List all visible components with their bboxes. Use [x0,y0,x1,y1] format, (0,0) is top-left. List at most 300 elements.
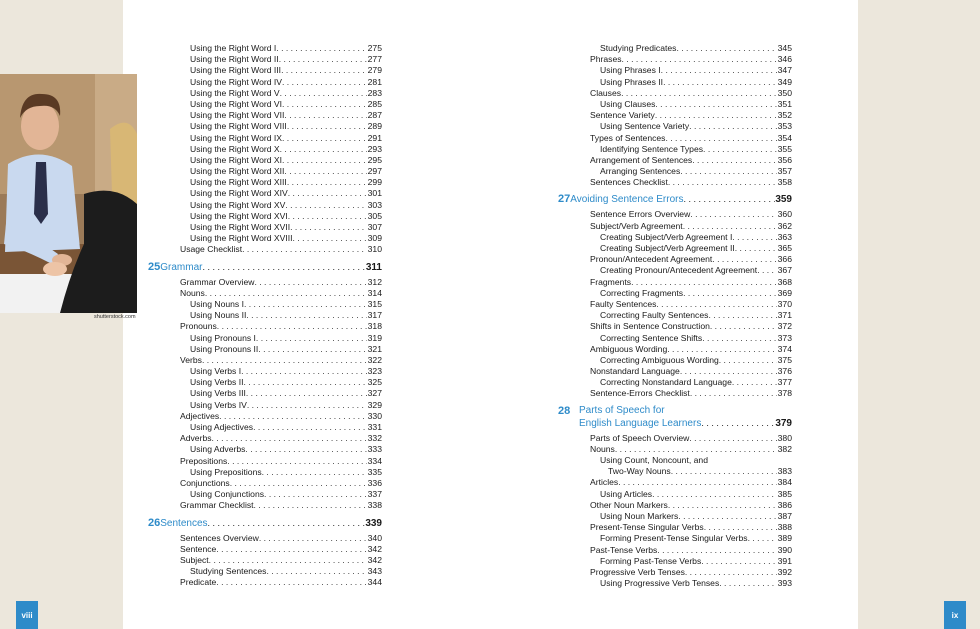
toc-entry [148,422,382,433]
toc-entry-page: 387 [777,510,792,521]
toc-entry-page: 386 [777,499,792,510]
toc-entry [148,433,382,444]
toc-chapter-heading [558,405,792,430]
toc-entry-page: 329 [367,399,382,410]
toc-entry [148,577,382,588]
toc-entry [148,533,382,544]
toc-entry-title: Using Adjectives [190,422,254,432]
toc-entry-page: 356 [777,154,792,165]
toc-entry-title: Using the Right Word XIV [190,188,288,199]
toc-entry-title: Using the Right Word XII [190,166,285,177]
toc-leader-dots [284,110,366,121]
toc-entry-title: Forming Present-Tense Singular Verbs [600,533,748,544]
toc-entry-page: 383 [777,466,792,477]
toc-leader-dots [621,88,777,99]
toc-leader-dots [259,533,367,544]
toc-leader-dots [701,417,775,429]
toc-entry-title: Past-Tense Verbs [590,544,658,555]
toc-entry-page: 346 [777,54,792,65]
toc-entry [148,65,382,76]
toc-entry-page: 376 [777,366,792,377]
toc-entry [148,411,382,422]
toc-entry-title: Sentence Variety [590,110,655,121]
toc-entry [558,500,792,511]
toc-entry-page: 314 [367,287,382,298]
toc-entry-title: Using Nouns II [190,310,247,321]
toc-entry-title: Using Verbs II [190,377,244,388]
toc-entry-page: 319 [367,332,382,343]
chapter-page: 379 [775,417,792,429]
toc-entry-page: 350 [777,87,792,98]
toc-leader-dots [719,355,777,366]
toc-entry [148,77,382,88]
toc-leader-dots [680,166,776,177]
toc-entry-title: Using the Right Word VII [190,110,285,121]
toc-entry-title: Studying Sentences [190,566,267,577]
toc-entry [148,444,382,455]
toc-entry [148,566,382,577]
toc-leader-dots [708,310,776,321]
toc-entry-page: 291 [367,132,382,143]
toc-entry-page: 310 [367,244,382,255]
toc-leader-dots [668,500,777,511]
toc-entry-title: Using the Right Word IV [190,76,283,87]
toc-leader-dots [276,43,366,54]
toc-entry-title: Correcting Faulty Sentences [600,310,709,321]
toc-entry-page: 384 [777,477,792,488]
toc-entry-page: 347 [777,65,792,76]
toc-entry [558,567,792,578]
toc-entry-page: 391 [777,555,792,566]
toc-entry-title: Predicate [180,577,217,588]
toc-leader-dots [230,478,367,489]
toc-entry-title: Using Verbs III [190,388,246,399]
toc-entry [558,355,792,366]
toc-entry-title: Using Verbs I [190,366,242,377]
toc-entry-title: Pronouns [180,321,217,332]
toc-entry [558,121,792,132]
toc-entry [148,344,382,355]
toc-entry [148,366,382,377]
toc-entry-page: 275 [367,43,382,53]
toc-entry-page: 309 [367,233,382,244]
toc-leader-dots [631,277,777,288]
toc-entry [558,578,792,589]
toc-entry-title: Arrangement of Sentences [590,154,693,165]
toc-entry-title: Using Pronouns II [190,343,259,354]
toc-entry-page: 289 [367,121,382,132]
toc-leader-dots [655,99,776,110]
toc-entry [558,556,792,567]
page-number-right: ix [944,601,966,629]
toc-entry-title: Progressive Verb Tenses [590,566,685,577]
toc-entry-title: Parts of Speech Overview [590,432,690,443]
toc-entry-title: Using Articles [600,488,653,499]
toc-entry [558,310,792,321]
toc-entry [558,177,792,188]
toc-leader-dots [689,433,776,444]
toc-entry-page: 301 [367,188,382,199]
toc-entry [148,155,382,166]
toc-chapter-heading [148,261,382,274]
toc-leader-dots [216,544,366,555]
toc-entry-title: Shifts in Sentence Construction [590,321,710,332]
toc-entry-page: 332 [367,433,382,444]
toc-leader-dots [655,110,777,121]
toc-entry [558,466,792,477]
toc-entry-page: 317 [367,310,382,321]
toc-leader-dots [253,422,367,433]
toc-entry [558,155,792,166]
toc-entry [558,144,792,155]
toc-entry [148,478,382,489]
toc-entry-page: 283 [367,87,382,98]
toc-entry [148,166,382,177]
toc-entry-title: Using the Right Word I [190,43,277,53]
toc-entry-page: 373 [777,332,792,343]
toc-entry-title: Using Noun Markers [600,510,679,521]
page-number-left: viii [16,601,38,629]
toc-entry-page: 372 [777,321,792,332]
toc-entry-page: 293 [367,143,382,154]
toc-entry-page: 281 [367,76,382,87]
toc-leader-dots [657,545,776,556]
toc-entry-page: 330 [367,410,382,421]
toc-entry-title: Sentence Errors Overview [590,209,691,220]
toc-entry [148,400,382,411]
toc-leader-dots [748,533,777,544]
toc-leader-dots [652,489,777,500]
toc-leader-dots [656,299,776,310]
photo-credit: shutterstock.com [94,314,136,320]
toc-entry [148,277,382,288]
toc-leader-dots [288,211,367,222]
toc-entry-title: Sentence [180,543,217,554]
toc-entry-page: 368 [777,276,792,287]
toc-entry-title: Studying Predicates [600,43,677,53]
toc-entry-page: 333 [367,444,382,455]
chapter-page: 311 [365,261,382,273]
business-meeting-photo [0,74,137,313]
toc-leader-dots [242,244,367,255]
toc-entry-title: Other Noun Markers [590,499,668,510]
toc-entry [558,433,792,444]
toc-entry-page: 362 [777,220,792,231]
toc-entry-title: Correcting Fragments [600,287,684,298]
toc-entry-page: 342 [367,554,382,565]
toc-leader-dots [712,254,776,265]
toc-entry [148,244,382,255]
toc-entry [558,477,792,488]
toc-entry-title: Adverbs [180,433,212,444]
toc-entry-title: Sentence-Errors Checklist [590,388,690,399]
toc-entry-page: 315 [367,298,382,309]
toc-entry-page: 307 [367,222,382,232]
toc-entry [558,344,792,355]
toc-leader-dots [262,467,367,478]
toc-entry-title: Using Progressive Verb Tenses [600,578,720,589]
toc-entry [558,455,792,466]
toc-entry [558,545,792,556]
toc-leader-dots [279,54,367,65]
toc-entry [558,444,792,455]
toc-leader-dots [246,310,366,321]
toc-leader-dots [219,411,366,422]
toc-entry-page: 382 [777,443,792,454]
toc-entry-title: Subject/Verb Agreement [590,220,683,231]
toc-entry-page: 285 [367,98,382,109]
toc-leader-dots [264,489,367,500]
toc-leader-dots [208,517,366,529]
toc-entry-page: 279 [367,65,382,76]
toc-leader-dots [703,144,777,155]
toc-entry-title: Faulty Sentences [590,298,657,309]
toc-entry-page: 390 [777,544,792,555]
toc-leader-dots [202,355,367,366]
toc-entry-page: 371 [777,310,792,321]
toc-entry-title: Using the Right Word V [190,87,280,98]
toc-entry-page: 389 [777,533,792,544]
toc-entry-title: Subject [180,554,209,565]
toc-chapter-heading [148,517,382,530]
toc-leader-dots [255,277,367,288]
toc-leader-dots [692,155,776,166]
toc-leader-dots [689,121,776,132]
toc-entry [148,177,382,188]
toc-leader-dots [618,477,776,488]
toc-entry-page: 299 [367,177,382,188]
chapter-number: 28 [558,404,571,417]
toc-entry-page: 343 [367,566,382,577]
toc-entry-page: 305 [367,210,382,221]
toc-entry-title: Using the Right Word VI [190,98,283,109]
toc-entry [148,88,382,99]
toc-entry-page: 369 [777,287,792,298]
toc-leader-dots [690,388,777,399]
toc-entry-title: Sentences Overview [180,532,259,543]
toc-entry [148,54,382,65]
toc-entry-page: 322 [367,354,382,365]
toc-leader-dots [668,177,777,188]
toc-entry [148,144,382,155]
toc-entry-title: Using the Right Word III [190,65,282,76]
toc-entry-title: Articles [590,477,619,488]
toc-entry-page: 358 [777,177,792,188]
chapter-title: Sentences [160,517,208,529]
toc-entry-title: Nouns [180,287,205,298]
toc-entry [148,133,382,144]
toc-entry [148,99,382,110]
toc-entry-page: 378 [777,388,792,399]
toc-leader-dots [280,144,367,155]
toc-leader-dots [209,555,367,566]
toc-entry [558,265,792,276]
toc-entry [558,388,792,399]
toc-leader-dots [288,188,367,199]
toc-leader-dots [622,54,777,65]
toc-entry-page: 352 [777,110,792,121]
toc-leader-dots [287,121,367,132]
toc-entry [558,511,792,522]
toc-entry-page: 380 [777,432,792,443]
toc-entry-title: Conjunctions [180,477,230,488]
toc-entry-title: Grammar Overview [180,276,255,287]
toc-entry-title: Using the Right Word XIII [190,177,287,188]
toc-leader-dots [282,155,367,166]
toc-entry [558,43,792,54]
toc-entry-page: 355 [777,143,792,154]
toc-entry [558,333,792,344]
toc-entry-title: Correcting Sentence Shifts [600,332,703,343]
chapter-number: 27 [558,193,571,206]
toc-leader-dots [285,200,366,211]
toc-entry-page: 337 [367,489,382,500]
toc-leader-dots [246,388,367,399]
toc-leader-dots [281,65,367,76]
toc-entry-page: 349 [777,76,792,87]
toc-entry [558,533,792,544]
toc-entry-page: 335 [367,466,382,477]
toc-entry-page: 277 [367,54,382,65]
toc-entry [148,188,382,199]
toc-entry-title: Forming Past-Tense Verbs [600,555,702,566]
toc-entry [558,288,792,299]
toc-entry [148,43,382,54]
toc-entry-title: Using Sentence Variety [600,121,690,132]
toc-leader-dots [227,456,366,467]
toc-entry [558,54,792,65]
toc-entry-title: Using Clauses [600,98,656,109]
toc-entry-page: 388 [777,522,792,533]
chapter-number: 25 [148,260,161,273]
toc-entry-page: 331 [367,422,382,432]
toc-entry [148,121,382,132]
toc-leader-dots [732,232,776,243]
toc-entry-page: 360 [777,209,792,220]
toc-entry [558,377,792,388]
toc-entry-page: 318 [367,321,382,332]
chapter-title-line-2: English Language Learners [579,417,702,429]
toc-entry [558,522,792,533]
toc-entry [558,77,792,88]
toc-entry-title: Using Phrases I [600,65,661,76]
chapter-page: 359 [775,194,792,206]
toc-entry [558,99,792,110]
toc-entry-title: Using the Right Word XVIII [190,233,293,244]
toc-leader-dots [735,243,777,254]
toc-leader-dots [254,500,367,511]
toc-entry-title: Using Verbs IV [190,399,247,410]
toc-entry-title: Nouns [590,443,615,454]
chapter-page: 339 [365,517,382,529]
toc-entry-title: Using the Right Word VIII [190,121,287,132]
toc-leader-dots [676,43,776,54]
toc-entry-title: Using the Right Word XI [190,154,283,165]
toc-entry-page: 367 [777,265,792,276]
toc-entry-page: 327 [367,388,382,399]
toc-entry [148,200,382,211]
toc-entry [148,456,382,467]
toc-entry-page: 312 [367,276,382,287]
toc-leader-dots [719,578,776,589]
toc-entry-title: Nonstandard Language [590,366,680,377]
toc-entry [148,489,382,500]
toc-leader-dots [732,377,777,388]
toc-leader-dots [661,65,777,76]
toc-entry [558,277,792,288]
toc-entry-page: 357 [777,166,792,177]
toc-leader-dots [290,222,367,233]
toc-entry [558,321,792,332]
toc-leader-dots [704,522,777,533]
toc-entry [148,555,382,566]
toc-entry-title: Present-Tense Singular Verbs [590,522,704,533]
toc-entry-page: 377 [777,377,792,388]
toc-leader-dots [266,566,366,577]
toc-leader-dots [217,321,367,332]
toc-entry [558,65,792,76]
toc-entry-title: Ambiguous Wording [590,343,668,354]
toc-leader-dots [247,400,367,411]
toc-entry [148,377,382,388]
chapter-title: Grammar [160,261,203,273]
toc-leader-dots [282,99,367,110]
toc-entry-title: Correcting Ambiguous Wording [600,354,719,365]
toc-entry-title: Pronoun/Antecedent Agreement [590,254,713,265]
toc-entry-title: Using Conjunctions [190,489,265,500]
toc-leader-dots [287,177,367,188]
toc-entry [558,489,792,500]
toc-entry [148,233,382,244]
toc-leader-dots [710,321,777,332]
toc-leader-dots [665,133,776,144]
toc-entry-page: 365 [777,243,792,253]
toc-entry-title: Usage Checklist [180,244,243,255]
toc-entry-title: Using the Right Word XVII [190,222,291,232]
toc-entry-page: 334 [367,455,382,466]
toc-entry [148,388,382,399]
toc-entry-page: 366 [777,254,792,265]
toc-leader-dots [685,567,777,578]
toc-entry-page: 344 [367,577,382,588]
toc-entry-title: Clauses [590,87,622,98]
toc-leader-dots [258,344,366,355]
toc-entry-page: 295 [367,154,382,165]
toc-entry [558,133,792,144]
toc-entry [558,221,792,232]
toc-leader-dots [757,265,776,276]
toc-entry-page: 345 [777,43,792,53]
toc-entry-page: 323 [367,366,382,377]
toc-entry [148,211,382,222]
toc-entry-title: Sentences Checklist [590,177,668,188]
toc-entry-title: Grammar Checklist [180,500,254,511]
toc-entry-title: Types of Sentences [590,132,666,143]
toc-leader-dots [202,261,365,273]
toc-leader-dots [245,444,366,455]
toc-entry [148,310,382,321]
toc-entry-page: 336 [367,477,382,488]
toc-leader-dots [683,288,777,299]
toc-leader-dots [205,288,367,299]
toc-entry [558,88,792,99]
toc-entry-page: 287 [367,110,382,121]
toc-entry-title: Creating Pronoun/Antecedent Agreement [600,265,758,276]
toc-leader-dots [702,333,776,344]
toc-leader-dots [212,433,367,444]
toc-leader-dots [241,366,367,377]
chapter-title: Avoiding Sentence Errors [570,194,684,206]
